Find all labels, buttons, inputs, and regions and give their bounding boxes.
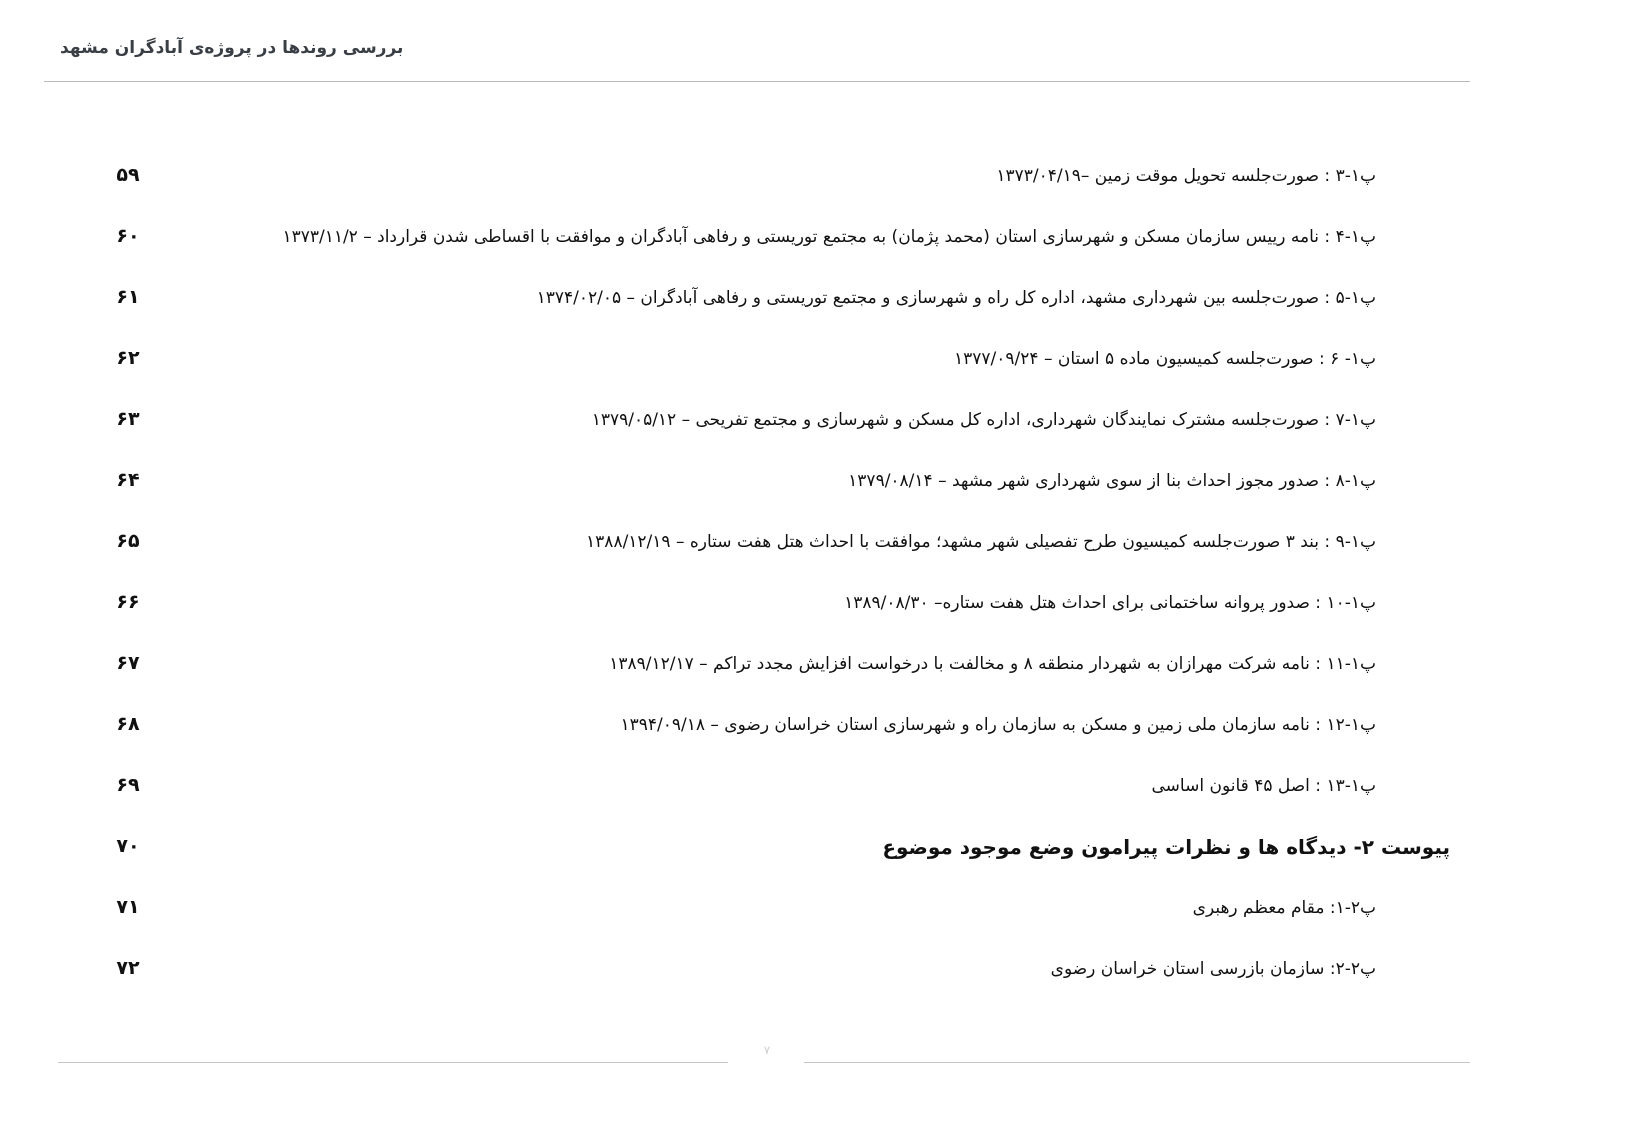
toc-entry-page-number: ۶۶	[116, 591, 140, 613]
toc-entry-appendix-1-13[interactable]	[0, 768, 1625, 808]
toc-entry-page-number: ۶۵	[116, 530, 140, 552]
toc-entry-appendix-1-6[interactable]	[0, 341, 1625, 381]
toc-entry-appendix-1-10[interactable]	[0, 585, 1625, 625]
toc-entry-title: پ۲-۱: مقام معظم رهبری	[1192, 898, 1376, 918]
toc-entry-title: پ۱-۱۰ : صدور پروانه ساختمانی برای احداث هتل هفت ستاره– ۱۳۸۹/۰۸/۳۰	[844, 593, 1376, 613]
toc-entry-page-number: ۶۲	[116, 347, 140, 369]
toc-entry-page-number: ۶۹	[116, 774, 140, 796]
toc-entry-page-number: ۶۸	[116, 713, 140, 735]
footer-divider-left	[58, 1062, 728, 1063]
toc-entry-appendix-2-2[interactable]	[0, 951, 1625, 991]
running-header-title: بررسی روندها در پروژه‌ی آبادگران مشهد	[60, 38, 404, 58]
toc-entry-page-number: ۶۴	[116, 469, 140, 491]
toc-entry-page-number: ۷۱	[116, 896, 140, 918]
toc-section-title: پیوست ۲- دیدگاه ها و نظرات پیرامون وضع موجود موضوع	[882, 835, 1450, 859]
toc-entry-page-number: ۷۰	[116, 835, 140, 857]
toc-entry-appendix-1-9[interactable]	[0, 524, 1625, 564]
toc-entry-page-number: ۶۷	[116, 652, 140, 674]
toc-entry-appendix-1-11[interactable]	[0, 646, 1625, 686]
toc-entry-appendix-1-4[interactable]	[0, 219, 1625, 259]
toc-entry-appendix-1-5[interactable]	[0, 280, 1625, 320]
toc-entry-title: پ۱-۱۱ : نامه شرکت مهرازان به شهردار منطقه ۸ و مخالفت با درخواست افزایش مجدد تراکم – ۱۳۸۹/۱۲/۱۷	[609, 654, 1376, 674]
toc-entry-appendix-1-3[interactable]	[0, 158, 1625, 198]
toc-entry-title: پ۱-۱۲ : نامه سازمان ملی زمین و مسکن به سازمان راه و شهرسازی استان خراسان رضوی – ۱۳۹۴/۰۹/۱۸	[620, 715, 1376, 735]
toc-entry-page-number: ۶۳	[116, 408, 140, 430]
toc-entry-page-number: ۷۲	[116, 957, 140, 979]
toc-entry-title: پ۱-۳ : صورت‌جلسه تحویل موقت زمین –۱۳۷۳/۰۴/۱۹	[996, 166, 1376, 186]
footer-page-number: ۷	[763, 1043, 771, 1057]
toc-entry-page-number: ۶۰	[116, 225, 140, 247]
toc-entry-title: پ۱- ۶ : صورت‌جلسه کمیسیون ماده ۵ استان – ۱۳۷۷/۰۹/۲۴	[954, 349, 1376, 369]
toc-entry-page-number: ۵۹	[116, 164, 140, 186]
toc-entry-appendix-1-12[interactable]	[0, 707, 1625, 747]
toc-entry-page-number: ۶۱	[116, 286, 140, 308]
toc-entry-appendix-1-7[interactable]	[0, 402, 1625, 442]
toc-section-appendix-2[interactable]	[0, 829, 1625, 869]
toc-entry-title: پ۱-۴ : نامه رییس سازمان مسکن و شهرسازی استان (محمد پژمان) به مجتمع توریستی و رفاهی آبادگران و موافقت با اقساطی شدن قرارداد – ۱۳۷۳/۱۱/۲	[282, 227, 1376, 247]
toc-entry-title: پ۱-۸ : صدور مجوز احداث بنا از سوی شهرداری شهر مشهد – ۱۳۷۹/۰۸/۱۴	[848, 471, 1376, 491]
toc-entry-title: پ۱-۹ : بند ۳ صورت‌جلسه کمیسیون طرح تفصیلی شهر مشهد؛ موافقت با احداث هتل هفت ستاره – ۱۳۸۸/۱۲/۱۹	[586, 532, 1376, 552]
footer-divider-right	[804, 1062, 1470, 1063]
toc-entry-title: پ۱-۵ : صورت‌جلسه بین شهرداری مشهد، اداره کل راه و شهرسازی و مجتمع توریستی و رفاهی آبادگران – ۱۳۷۴/۰۲/۰۵	[536, 288, 1376, 308]
toc-entry-title: پ۲-۲: سازمان بازرسی استان خراسان رضوی	[1050, 959, 1376, 979]
toc-entry-title: پ۱-۷ : صورت‌جلسه مشترک نمایندگان شهرداری، اداره کل مسکن و شهرسازی و مجتمع تفریحی – ۱۳۷۹/۰۵/۱۲	[591, 410, 1376, 430]
toc-entry-appendix-2-1[interactable]	[0, 890, 1625, 930]
toc-entry-title: پ۱-۱۳ : اصل ۴۵ قانون اساسی	[1151, 776, 1376, 796]
toc-entry-appendix-1-8[interactable]	[0, 463, 1625, 503]
